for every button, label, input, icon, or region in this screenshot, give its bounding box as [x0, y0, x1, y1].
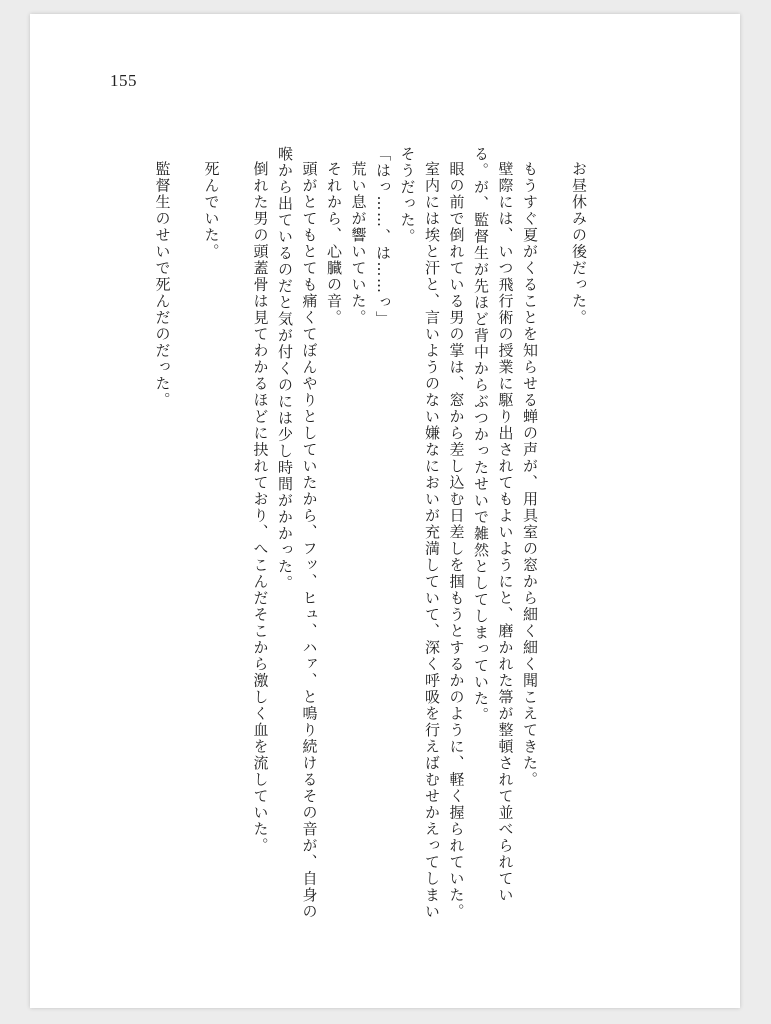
- paragraph-12: 監督生のせいで死んだのだった。: [153, 161, 172, 409]
- paragraph-9: 頭がとてもとても痛くてぼんやりとしていたから、フッ、ヒュ、ハァ、と鳴り続けるその音が、自身の喉から出ているのだと気が付くのには少し時間がかかった。: [276, 146, 319, 920]
- paragraph-4: 眼の前で倒れている男の掌は、窓から差し込む日差しを掴もうとするかのように、軽く握られていた。: [447, 161, 466, 920]
- paragraph-2: もうすぐ夏がくることを知らせる蝉の声が、用具室の窓から細く細く聞こえてきた。: [521, 161, 539, 788]
- paragraph-5: 室内には埃と汗と、言いようのない嫌なにおいが充満していて、深く呼吸を行えばむせかえってしまいそうだった。: [398, 146, 441, 920]
- blank-line: [224, 146, 249, 926]
- paragraph-3: 壁際には、いつ飛行術の授業に駆り出されてもよいようにと、磨かれた箒が整頓されて並べられている。が、監督生が先ほど背中からぶつかったせいで雑然としてしまっていた。: [472, 146, 515, 904]
- page-number: 155: [110, 71, 137, 90]
- paragraph-7: 荒い息が響いていた。: [349, 161, 368, 326]
- paragraph-8: それから、心臓の音。: [325, 161, 343, 326]
- paragraph-1: お昼休みの後だった。: [570, 161, 588, 326]
- paragraph-10: 倒れた男の頭蓋骨は見てわかるほどに抉れており、へこんだそこから激しく血を流していた。: [251, 161, 270, 854]
- paragraph-11: 死んでいた。: [202, 161, 221, 260]
- book-page: [30, 14, 740, 1008]
- dialog-line: 「はっ……、は……っ」: [374, 146, 392, 328]
- blank-line: [542, 146, 567, 926]
- vertical-text-body: [150, 146, 591, 926]
- blank-line: [175, 146, 200, 926]
